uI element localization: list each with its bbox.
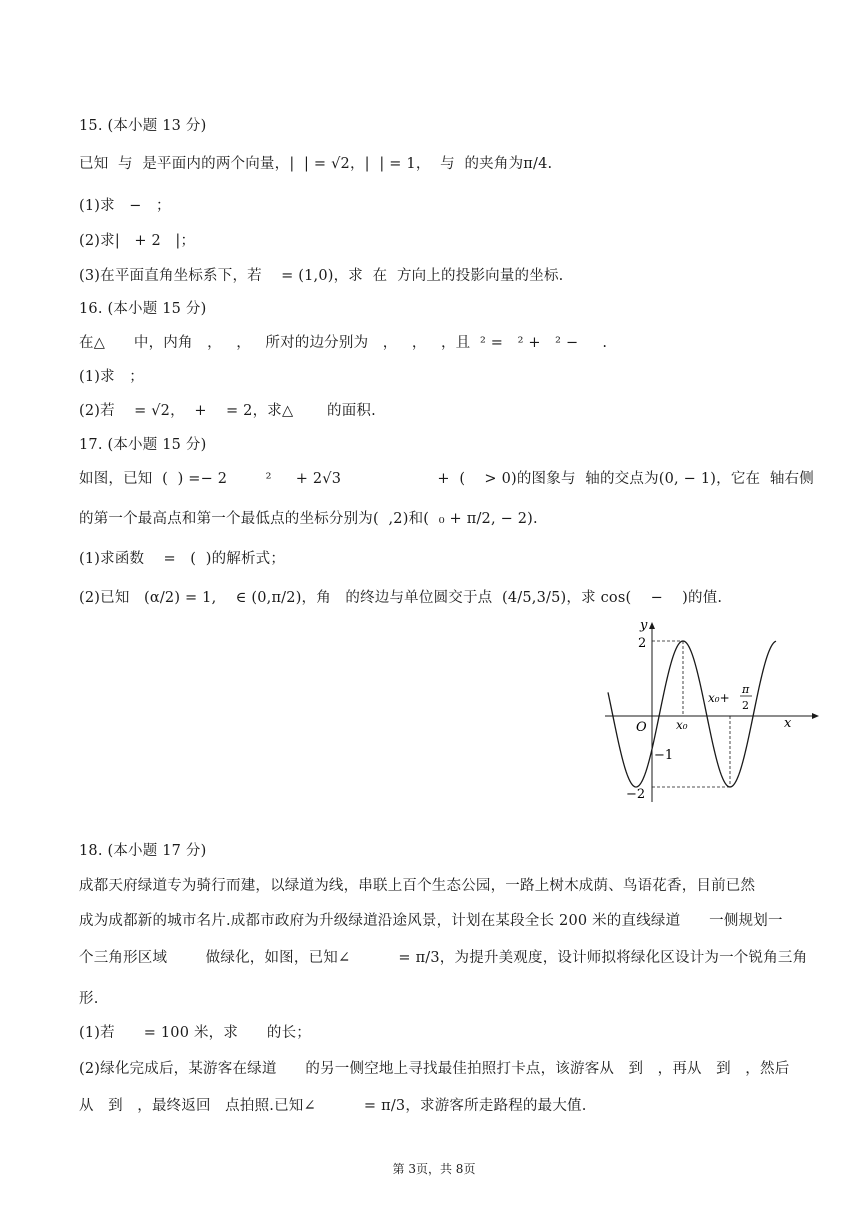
- tick-label-neg1: −1: [654, 748, 674, 763]
- text-line: (3)在平面直角坐标系下，若 = (1,0)，求 在 方向上的投影向量的坐标.: [79, 268, 564, 284]
- x0-plus-label: x₀+: [708, 691, 730, 705]
- x-axis-arrow: [812, 713, 819, 719]
- text-line: 的第一个最高点和第一个最低点的坐标分别为( ,2)和( ₀ + π/2, − 2).: [79, 511, 538, 527]
- text-line: 形.: [79, 991, 99, 1007]
- tick-label-neg2: −2: [626, 787, 646, 802]
- text-line: (2)绿化完成后，某游客在绿道 的另一侧空地上寻找最佳拍照打卡点，该游客从 到 ，再从 到 ，然后: [79, 1061, 790, 1077]
- y-axis-label: y: [640, 618, 648, 633]
- text-line: 成都天府绿道专为骑行而建，以绿道为线，串联上百个生态公园，一路上树木成荫、鸟语花香，目前已然: [79, 878, 756, 894]
- sine-curve: [608, 641, 776, 787]
- text-line: (1)求函数 = ( )的解析式；: [79, 551, 286, 567]
- text-line: (1)求 ；: [79, 369, 144, 385]
- two-label: 2: [742, 699, 749, 712]
- text-line: 已知 与 是平面内的两个向量，| | = √2，| | = 1， 与 的夹角为π/4.: [79, 156, 553, 172]
- text-line: 18. (本小题 17 分): [79, 843, 207, 859]
- text-line: (2)已知 (α/2) = 1, ∈ (0,π/2)，角 的终边与单位圆交于点 (4/5,3/5)，求 cos( − )的值.: [79, 590, 723, 606]
- y-axis-arrow: [649, 622, 655, 629]
- text-line: (2)若 = √2， + = 2，求△ 的面积.: [79, 403, 376, 419]
- text-line: (1)求 − ；: [79, 198, 171, 214]
- x0-label: x₀: [676, 718, 688, 732]
- origin-label: O: [636, 720, 647, 735]
- text-line: 17. (本小题 15 分): [79, 437, 207, 453]
- text-line: (2)求| + 2 |；: [79, 233, 196, 249]
- text-line: 个三角形区域 做绿化，如图，已知∠ = π/3，为提升美观度，设计师拟将绿化区设计为一个锐角三角: [79, 950, 808, 966]
- text-line: 如图，已知 ( ) =− 2 ² + 2√3 + ( > 0)的图象与 轴的交点为(0, − 1)，它在 轴右侧: [79, 471, 814, 487]
- text-line: 成为成都新的城市名片.成都市政府为升级绿道沿途风景，计划在某段全长 200 米的直线绿道 一侧规划一: [79, 913, 783, 929]
- tick-label-2: 2: [638, 636, 647, 651]
- page-footer: 第 3页，共 8页: [392, 1162, 476, 1176]
- text-line: (1)若 = 100 米，求 的长；: [79, 1025, 311, 1041]
- text-line: 15. (本小题 13 分): [79, 118, 207, 134]
- pi-label: π: [742, 683, 750, 696]
- x-axis-label: x: [784, 716, 792, 731]
- text-line: 从 到 ，最终返回 点拍照.已知∠ = π/3，求游客所走路程的最大值.: [79, 1098, 587, 1114]
- text-line: 在△ 中，内角 ， ， 所对的边分别为 ， ， ，且 ² = ² + ² − .: [79, 335, 608, 351]
- sine-graph-figure: [600, 617, 825, 807]
- text-line: 16. (本小题 15 分): [79, 301, 207, 317]
